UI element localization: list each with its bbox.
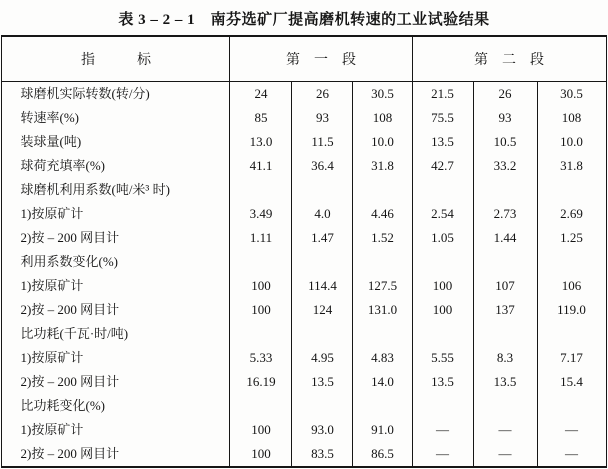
row-label: 球磨机实际转数(转/分) [20,86,150,101]
row-value: 100 [230,418,292,442]
row-value: 13.5 [292,370,353,394]
row-value: 4.95 [292,346,353,370]
row-value: 4.83 [353,346,412,370]
row-value: 106 [537,274,606,298]
row-label: 2)按 – 200 网目计 [20,446,120,461]
row-value: — [473,442,537,467]
row-value [537,394,606,418]
row-value: 15.4 [537,370,606,394]
table-row [2,130,606,154]
row-value: 2.54 [412,202,473,226]
row-value [353,322,412,346]
row-value: 2.73 [473,202,537,226]
row-value: 86.5 [353,442,412,467]
row-value [292,250,353,274]
row-value: 7.17 [537,346,606,370]
table-body [2,82,606,468]
row-value: 124 [292,298,353,322]
row-value [292,394,353,418]
row-value: 41.1 [230,154,292,178]
row-value: — [473,418,537,442]
row-value: 114.4 [292,274,353,298]
table-header [2,36,606,82]
row-value [230,250,292,274]
row-value [473,178,537,202]
row-value: 10.0 [537,130,606,154]
row-value: 91.0 [353,418,412,442]
row-value: 31.8 [353,154,412,178]
row-value: 93.0 [292,418,353,442]
row-label: 比功耗(千瓦·时/吨) [20,326,129,341]
row-label: 球荷充填率(%) [20,158,105,173]
row-value: 14.0 [353,370,412,394]
row-value: 3.49 [230,202,292,226]
row-label: 球磨机利用系数(吨/米³ 时) [20,182,170,197]
header-indicator: 指 标 [2,36,230,82]
row-value: 11.5 [292,130,353,154]
row-value: 100 [230,274,292,298]
row-value: 131.0 [353,298,412,322]
row-value: 83.5 [292,442,353,467]
table-row [2,106,606,130]
row-value [353,178,412,202]
row-value: 93 [292,106,353,130]
header-stage-1: 第 一 段 [230,36,412,82]
row-value [353,394,412,418]
row-value [230,178,292,202]
table-row [2,322,606,346]
row-value: — [537,418,606,442]
row-value: 108 [353,106,412,130]
row-value: 1.44 [473,226,537,250]
row-value: — [537,442,606,467]
row-value: 42.7 [412,154,473,178]
table-row [2,370,606,394]
row-value [537,250,606,274]
row-value [473,250,537,274]
row-value [292,178,353,202]
row-value [412,322,473,346]
table-row [2,298,606,322]
row-value: 13.5 [412,370,473,394]
row-value [412,178,473,202]
row-value: — [412,418,473,442]
row-value: 13.5 [473,370,537,394]
row-value: — [412,442,473,467]
row-value: 93 [473,106,537,130]
row-value: 10.5 [473,130,537,154]
row-value: 36.4 [292,154,353,178]
row-value: 21.5 [412,82,473,107]
row-label: 2)按 – 200 网目计 [20,374,120,389]
row-label: 利用系数变化(%) [20,254,118,269]
row-value: 108 [537,106,606,130]
row-label: 装球量(吨) [20,134,82,149]
row-value: 1.47 [292,226,353,250]
row-value: 30.5 [353,82,412,107]
row-value: 127.5 [353,274,412,298]
row-value: 1.11 [230,226,292,250]
row-value [353,250,412,274]
row-value [473,394,537,418]
row-value: 10.0 [353,130,412,154]
row-value: 107 [473,274,537,298]
row-value: 8.3 [473,346,537,370]
row-value: 30.5 [537,82,606,107]
row-value: 85 [230,106,292,130]
row-value [230,394,292,418]
row-value: 100 [412,298,473,322]
row-value [537,178,606,202]
row-value: 1.52 [353,226,412,250]
row-value [412,250,473,274]
row-value: 100 [230,442,292,467]
row-value: 26 [292,82,353,107]
row-value: 100 [230,298,292,322]
table-row [2,178,606,202]
row-label: 1)按原矿计 [20,422,84,437]
row-label: 1)按原矿计 [20,350,84,365]
row-label: 2)按 – 200 网目计 [20,230,120,245]
row-value: 26 [473,82,537,107]
row-value: 137 [473,298,537,322]
row-value: 4.46 [353,202,412,226]
row-value: 5.55 [412,346,473,370]
row-label: 2)按 – 200 网目计 [20,302,120,317]
row-value: 100 [412,274,473,298]
row-value [412,394,473,418]
row-value: 13.0 [230,130,292,154]
row-value [230,322,292,346]
row-value: 24 [230,82,292,107]
table-row [2,442,606,467]
row-value: 5.33 [230,346,292,370]
table-row [2,82,606,107]
table-row [2,226,606,250]
table-row [2,274,606,298]
row-value: 16.19 [230,370,292,394]
row-value [292,322,353,346]
row-value: 31.8 [537,154,606,178]
row-label: 1)按原矿计 [20,206,84,221]
row-value: 13.5 [412,130,473,154]
row-value: 1.25 [537,226,606,250]
table-row [2,346,606,370]
row-value: 75.5 [412,106,473,130]
row-label: 1)按原矿计 [20,278,84,293]
row-label: 比功耗变化(%) [20,398,105,413]
row-value: 1.05 [412,226,473,250]
table-row [2,250,606,274]
table-row [2,154,606,178]
row-value: 119.0 [537,298,606,322]
row-value: 33.2 [473,154,537,178]
row-value: 2.69 [537,202,606,226]
row-label: 转速率(%) [20,110,79,125]
table-title: 表 3 – 2 – 1 南芬选矿厂提高磨机转速的工业试验结果 [118,12,490,28]
table-row [2,202,606,226]
results-table [1,35,606,468]
row-value: 4.0 [292,202,353,226]
table-row [2,418,606,442]
table-row [2,394,606,418]
header-stage-2: 第 二 段 [412,36,606,82]
header-row [2,36,606,82]
row-value [473,322,537,346]
row-value [537,322,606,346]
